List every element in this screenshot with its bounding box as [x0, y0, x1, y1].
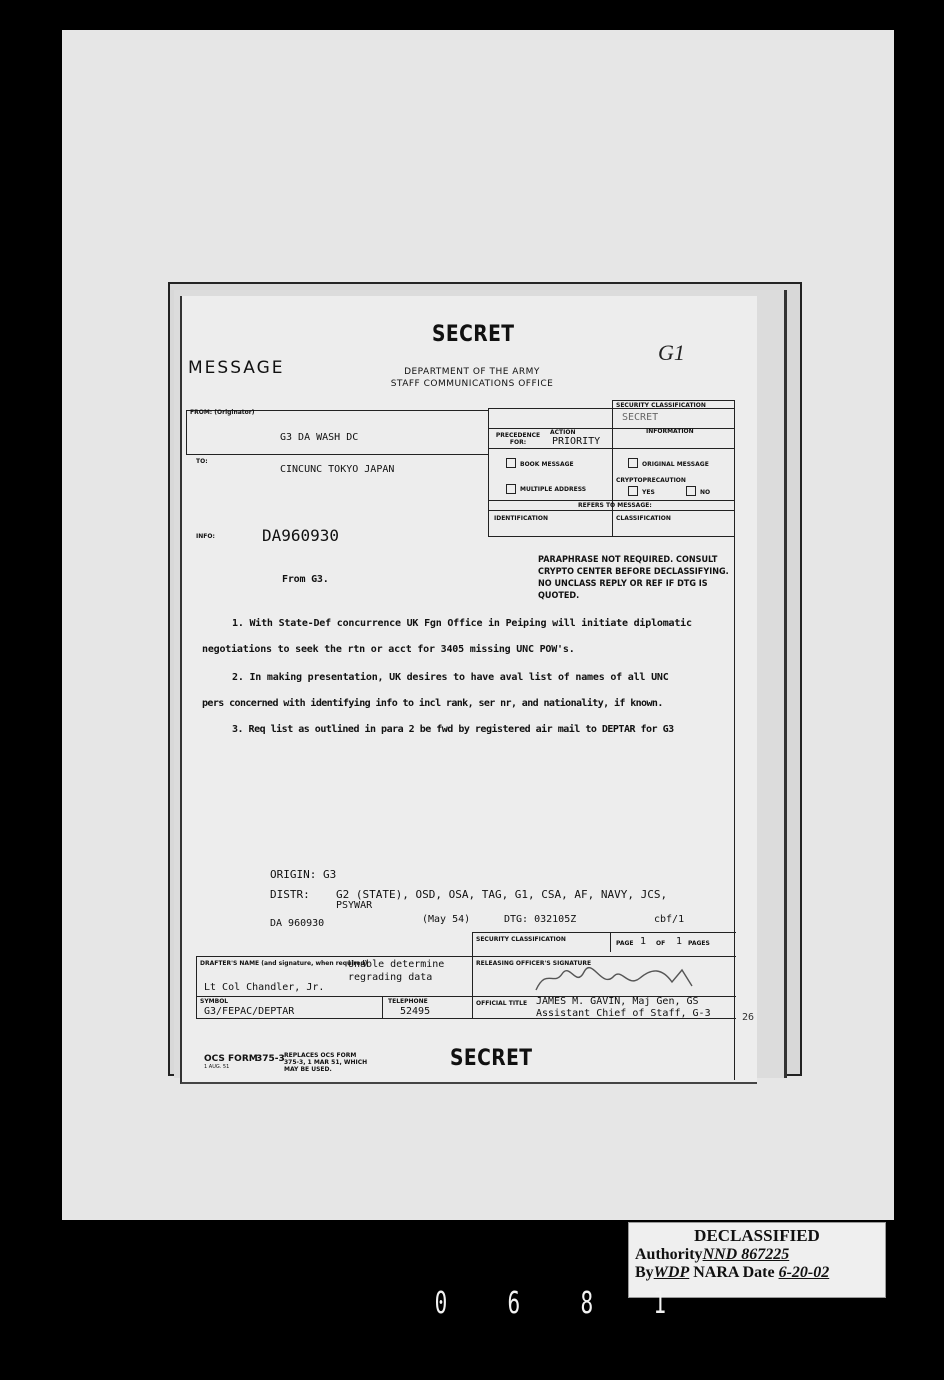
- crypto-no-label: NO: [700, 489, 711, 496]
- symbol-label: SYMBOL: [200, 998, 229, 1005]
- original-message-checkbox[interactable]: [628, 458, 638, 468]
- declassified-title: DECLASSIFIED: [694, 1226, 820, 1245]
- replaces-note: REPLACES OCS FORM 375-3, 1 MAR 51, WHICH MAY BE USED.: [284, 1052, 368, 1073]
- page-total: 1: [676, 936, 683, 947]
- body-line: 2. In making presentation, UK desires to have aval list of names of all UNC: [232, 672, 669, 683]
- multiple-address-checkbox[interactable]: [506, 484, 516, 494]
- crypto-yes-label: YES: [642, 489, 655, 496]
- official-title-label: OFFICIAL TITLE: [476, 1000, 528, 1007]
- pages-label: PAGES: [688, 940, 710, 947]
- drafter-label: DRAFTER'S NAME (and signature, when required): [200, 960, 368, 967]
- body-line: 1. With State-Def concurrence UK Fgn Office in Peiping will initiate diplomatic: [232, 618, 692, 629]
- book-message-checkbox[interactable]: [506, 458, 516, 468]
- refers-to-label: REFERS TO MESSAGE:: [578, 502, 652, 509]
- margin-number: 26: [742, 1012, 755, 1023]
- identification-label: IDENTIFICATION: [494, 515, 549, 522]
- nara-date-label: NARA Date: [693, 1264, 775, 1281]
- book-message-label: BOOK MESSAGE: [520, 461, 574, 468]
- message-number: DA960930: [262, 526, 340, 545]
- authority-value: NND 867225: [702, 1246, 790, 1263]
- classification-footer: SECRET: [450, 1046, 533, 1071]
- info-label: INFO:: [196, 533, 215, 540]
- telephone-label: TELEPHONE: [388, 998, 428, 1005]
- security-class-label: SECURITY CLASSIFICATION: [616, 402, 706, 409]
- handwritten-routing: G1: [658, 340, 685, 365]
- body-line: pers concerned with identifying info to incl rank, ser nr, and nationality, if known.: [202, 698, 663, 709]
- precedence-label: PRECEDENCE FOR:: [495, 432, 541, 446]
- releasing-officer-label: RELEASING OFFICER'S SIGNATURE: [476, 960, 592, 967]
- information-label: INFORMATION: [646, 428, 694, 435]
- classification-header: SECRET: [432, 322, 515, 347]
- message-form: [180, 296, 757, 1084]
- frame-number: 0 6 8 1: [434, 1286, 690, 1321]
- message-label: MESSAGE: [188, 358, 285, 378]
- department-header: DEPARTMENT OF THE ARMY STAFF COMMUNICATIONS OFFICE: [390, 367, 554, 389]
- to-value: CINCUNC TOKYO JAPAN: [280, 464, 395, 475]
- distr-value: G2 (STATE), OSD, OSA, TAG, G1, CSA, AF, NAVY, JCS,: [336, 888, 668, 901]
- regrading-note: Unable determine regrading data: [348, 959, 445, 983]
- nara-date-value: 6-20-02: [778, 1264, 830, 1281]
- form-date: 1 AUG. 51: [204, 1064, 230, 1070]
- drafter-name: Lt Col Chandler, Jr.: [204, 982, 325, 993]
- of-label: OF: [656, 940, 666, 947]
- paraphrase-notice: PARAPHRASE NOT REQUIRED. CONSULT CRYPTO CENTER BEFORE DECLASSIFYING. NO UNCLASS REPLY OR REF IF DTG IS QUOTED.: [538, 555, 729, 601]
- to-label: TO:: [196, 458, 208, 465]
- from-label: FROM: (Originator): [190, 409, 255, 416]
- official-name: JAMES M. GAVIN, Maj Gen, GS: [536, 996, 699, 1007]
- origin-line: ORIGIN: G3: [270, 868, 337, 881]
- by-label: By: [635, 1264, 654, 1281]
- action-label: ACTION: [550, 429, 576, 436]
- page-number: 1: [640, 936, 647, 947]
- original-message-label: ORIGINAL MESSAGE: [642, 461, 709, 468]
- initials: cbf/1: [654, 914, 685, 925]
- distr-label: DISTR:: [270, 888, 310, 901]
- page-label: PAGE: [616, 940, 634, 947]
- authority-label: Authority: [635, 1246, 703, 1263]
- by-value: WDP: [653, 1264, 690, 1281]
- from-value: G3 DA WASH DC: [280, 432, 359, 443]
- dtg-value: DTG: 032105Z: [504, 914, 577, 925]
- officer-signature: [532, 962, 702, 996]
- cryptoprecaution-label: CRYPTOPRECAUTION: [616, 477, 686, 484]
- telephone-value: 52495: [400, 1006, 431, 1017]
- distr-value-2: PSYWAR: [336, 900, 373, 911]
- message-date: (May 54): [422, 914, 471, 925]
- body-line: 3. Req list as outlined in para 2 be fwd by registered air mail to DEPTAR for G3: [232, 724, 674, 735]
- form-number: 375-3: [256, 1054, 285, 1064]
- security-class-value: SECRET: [622, 412, 659, 423]
- nara-line: [635, 1264, 885, 1282]
- authority-line: [635, 1246, 885, 1264]
- body-line: negotiations to seek the rtn or acct for 3405 missing UNC POW's.: [202, 644, 575, 655]
- from-line: From G3.: [282, 574, 329, 585]
- security-class-label-footer: SECURITY CLASSIFICATION: [476, 936, 566, 943]
- action-value: PRIORITY: [552, 436, 601, 447]
- classification-label: CLASSIFICATION: [616, 515, 671, 522]
- reference-number: DA 960930: [270, 918, 325, 929]
- symbol-value: G3/FEPAC/DEPTAR: [204, 1006, 295, 1017]
- crypto-yes-checkbox[interactable]: [628, 486, 638, 496]
- official-title: Assistant Chief of Staff, G-3: [536, 1008, 711, 1019]
- multiple-address-label: MULTIPLE ADDRESS: [520, 486, 587, 493]
- crypto-no-checkbox[interactable]: [686, 486, 696, 496]
- form-number-label: OCS FORM: [204, 1054, 258, 1064]
